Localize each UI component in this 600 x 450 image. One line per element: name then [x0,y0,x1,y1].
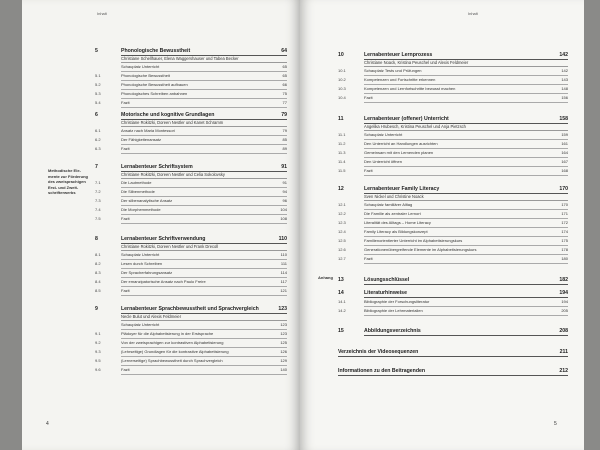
entry-number: 11.5 [338,167,346,173]
entry-number: 11.4 [338,159,346,165]
entry-number: 8.1 [95,252,101,258]
entry-number: 12.1 [338,202,346,208]
page-number: 5 [554,421,557,427]
chapter-title: Lernabenteuer Schriftverwendung [121,236,273,244]
chapter-number: 7 [95,164,98,170]
entry-page: 171 [554,210,568,219]
entry-number: 6.2 [95,137,101,143]
entry-title: Schauplatz Unterricht [121,251,273,260]
toc-entry [95,81,287,90]
entry-page: 96 [273,197,287,206]
toc-chapter [95,48,287,108]
entry-page: 172 [554,219,568,228]
chapter-page: 79 [273,112,287,120]
entry-title: Fazit [364,167,554,176]
entry-page: 110 [273,251,287,260]
toc-chapter [338,290,568,316]
chapter-number: 13 [338,277,344,283]
side-note: Anhang [318,275,333,280]
chapter-heading [338,186,568,194]
toc-entry [338,228,568,237]
entry-page: 117 [273,278,287,287]
toc-entry [338,76,568,85]
chapter-number: 14 [338,290,344,296]
chapter-authors: Christiane Rokitzki, Doreen Nestler und Celia Sokolovsky [121,172,287,179]
entry-page: 104 [273,206,287,215]
chapter-title: Lernabenteuer Lernprozess [364,52,554,60]
entry-title: Ansatz nach Maria Montessori [121,127,273,136]
toc-entry [338,210,568,219]
entry-number: 9.3 [95,349,101,355]
entry-number: 9.2 [95,340,101,346]
toc-entry [95,72,287,81]
entry-page: 140 [273,366,287,375]
chapter-page: 142 [554,52,568,60]
toc-entry [338,149,568,158]
chapter-heading [338,116,568,124]
chapter-authors: Christiane Schellhauer, Elena Waggershauser und Tabea Becker [121,56,287,63]
entry-page: 125 [273,339,287,348]
toc-entry [338,219,568,228]
entry-title: Der emanzipatorische Ansatz nach Paulo Freire [121,278,273,287]
entry-page: 148 [554,85,568,94]
entry-page: 143 [554,76,568,85]
entry-page: 175 [554,237,568,246]
entry-number: 12.7 [338,255,346,261]
chapter-heading [95,112,287,120]
chapter-title: Lernabenteuer Family Literacy [364,186,554,194]
entry-title: Fazit [364,94,554,103]
entry-number: 9.1 [95,331,101,337]
toc-entry [95,278,287,287]
entry-title: Phonologische Bewusstheit aufbauen [121,81,273,90]
entry-number: 5.1 [95,73,101,79]
entry-page: 159 [554,131,568,140]
entry-title: Der Fähigkeitenansatz [121,136,273,145]
entry-title: Fazit [121,145,273,154]
chapter-number: 10 [338,52,344,58]
chapter-heading [338,277,568,285]
entry-number: 5.3 [95,91,101,97]
toc-entry [338,140,568,149]
entry-page: 66 [273,81,287,90]
toc-entry [338,307,568,316]
chapter-authors: Necle Bulut und Alexis Feldmeier [121,314,287,321]
extra-title: Informationen zu den Beitragenden [338,368,554,376]
chapter-title: Lernabenteuer (offener) Unterricht [364,116,554,124]
chapter-authors: Christiane Noack, Kristina Peuschel und Alexis Feldmeier [364,60,568,67]
entry-number: 10.3 [338,86,346,92]
toc-extra [338,368,568,376]
toc-entry [95,197,287,206]
entry-title: Fazit [121,99,273,108]
entry-number [95,63,121,72]
toc-entry [95,215,287,224]
chapter-number: 12 [338,186,344,192]
chapter-page: 194 [554,290,568,298]
chapter-page: 170 [554,186,568,194]
entry-page: 114 [273,269,287,278]
entry-number: 11.1 [338,132,346,138]
extra-page: 211 [554,349,568,357]
entry-number: 8.5 [95,287,101,293]
entry-number: 5.4 [95,99,101,105]
entry-title: Phonologische Bewusstheit [121,72,273,81]
chapter-page: 182 [554,277,568,285]
toc-entry [95,145,287,154]
toc-entry [95,321,287,330]
entry-number: 12.2 [338,211,346,217]
chapter-heading [95,306,287,314]
entry-title: Familienorientierter Unterricht im Alphabetisierungskurs [364,237,554,246]
toc-chapter [95,306,287,375]
toc-entry [95,348,287,357]
side-note-line: Methodische Ele- [48,168,81,173]
toc-extra [338,349,568,357]
entry-title: (Lernerseitige) Sprachbewusstheit durch Sprachvergleich [121,357,273,366]
entry-title: Die Silbenmethode [121,188,273,197]
toc-entry [95,366,287,375]
chapter-title: Phonologische Bewusstheit [121,48,273,56]
chapter-number: 6 [95,112,98,118]
chapter-number: 15 [338,328,344,334]
entry-page: 142 [554,67,568,76]
chapter-heading [338,52,568,60]
entry-page: 65 [273,63,287,72]
chapter-page: 64 [273,48,287,56]
chapter-heading [338,328,568,336]
chapter-heading [95,236,287,244]
entry-title: Fazit [364,255,554,264]
extra-title: Verzeichnis der Videosequenzen [338,349,554,357]
toc-entry [338,94,568,103]
entry-page: 129 [273,357,287,366]
entry-page: 77 [273,99,287,108]
entry-title: Fazit [121,287,273,296]
toc-entry [95,206,287,215]
entry-number: 9.5 [95,357,101,363]
entry-page: 161 [554,140,568,149]
entry-title: Family Literacy als Bildungskonzept [364,228,554,237]
toc-entry [338,167,568,176]
entry-page: 194 [554,298,568,307]
side-note [48,168,96,196]
entry-title: Schauplatz familiärer Alltag [364,201,554,210]
toc-entry [338,298,568,307]
side-note-line: Erst- und Zweit- [48,184,79,190]
right-page [300,0,584,450]
toc-chapter [338,186,568,264]
toc-entry [338,131,568,140]
page-number: 4 [46,421,49,427]
extra-heading [338,368,568,376]
entry-title: Der Spracherfahrungsansatz [121,269,273,278]
chapter-page: 110 [273,236,287,244]
entry-number: 10.1 [338,68,346,74]
entry-number: 12.5 [338,237,346,243]
extra-heading [338,349,568,357]
toc-entry [95,339,287,348]
toc-entry [95,251,287,260]
chapter-title: Lernabenteuer Schriftsystem [121,164,273,172]
entry-title: Die Morphemmethode [121,206,273,215]
chapter-number: 9 [95,306,98,312]
entry-title: Bibliographie der Lehrmaterialien [364,307,554,316]
entry-title: Den Unterricht an Handlungen ausrichten [364,140,554,149]
toc-chapter [338,116,568,176]
chapter-authors: Angelika Hrubesch, Kristina Peuschel und Anja Pietzsch [364,124,568,131]
chapter-heading [95,164,287,172]
entry-page: 178 [554,246,568,255]
entry-title: Fazit [121,215,273,224]
toc-entry [95,136,287,145]
toc-entry [338,67,568,76]
entry-number: 7.5 [95,215,101,221]
running-head: Inhalt [97,11,107,16]
entry-page: 121 [273,287,287,296]
entry-number: 5.2 [95,82,101,88]
chapter-title: Abbildungsverzeichnis [364,328,554,336]
entry-number: 6.3 [95,146,101,152]
entry-number [95,321,121,330]
entry-page: 170 [554,201,568,210]
entry-title: Die Lautmethode [121,179,273,188]
entry-number: 7.1 [95,180,101,186]
entry-title: Der silbenanalytische Ansatz [121,197,273,206]
entry-page: 123 [273,330,287,339]
entry-title: (Lehrseitige) Grundlagen für die kontrastive Alphabetisierung [121,348,273,357]
chapter-heading [95,48,287,56]
toc-chapter [338,52,568,103]
entry-title: Schauplatz Unterricht [121,63,273,72]
entry-title: Phonologisches Schreiben anbahnen [121,90,273,99]
toc-entry [95,287,287,296]
entry-number: 11.2 [338,141,346,147]
entry-number: 7.4 [95,207,101,213]
chapter-page: 91 [273,164,287,172]
entry-page: 91 [273,179,287,188]
entry-number: 14.2 [338,308,346,314]
side-note-line: mente zur Förderung [48,173,89,179]
chapter-authors: Sven Nickel und Christine Noack [364,194,568,201]
entry-page: 180 [554,255,568,264]
toc-entry [95,99,287,108]
chapter-title: Literaturhinweise [364,290,554,298]
entry-page: 89 [273,145,287,154]
entry-page: 164 [554,149,568,158]
chapter-number: 8 [95,236,98,242]
running-head: Inhalt [468,11,478,16]
entry-page: 205 [554,307,568,316]
toc-entry [95,260,287,269]
entry-number: 10.4 [338,95,346,101]
entry-title: Die Familie als zentraler Lernort [364,210,554,219]
toc-chapter [95,164,287,224]
left-page [22,0,300,450]
entry-page: 123 [273,321,287,330]
chapter-title: Lösungsschlüssel [364,277,554,285]
entry-page: 168 [554,167,568,176]
toc-chapter [95,112,287,154]
entry-title: Lesen durch Schreiben [121,260,273,269]
entry-page: 126 [273,348,287,357]
entry-page: 156 [554,94,568,103]
side-note-line: schrifterwerbs [48,190,76,196]
toc-entry [95,357,287,366]
toc-entry [95,90,287,99]
toc-entry [338,255,568,264]
entry-title: Von der zweisprachigen zur kontrastiven Alphabetisierung [121,339,273,348]
entry-page: 79 [273,127,287,136]
side-note-line: des zweisprachigen [48,179,86,185]
entry-number: 8.4 [95,279,101,285]
chapter-number: 11 [338,116,344,122]
toc-entry [338,158,568,167]
chapter-page: 208 [554,328,568,336]
chapter-authors: Christiane Rokitzki, Doreen Nestler und Kanet Schramm [121,120,287,127]
toc-entry [338,85,568,94]
chapter-page: 123 [273,306,287,314]
entry-title: Den Unterricht öffnen [364,158,554,167]
toc-entry [338,201,568,210]
entry-number: 12.4 [338,229,346,235]
chapter-authors: Christiane Rokitzki, Doreen Nestler und Frank Drecoll [121,244,287,251]
toc-entry [338,237,568,246]
entry-number: 12.6 [338,246,346,252]
entry-page: 65 [273,72,287,81]
entry-page: 85 [273,136,287,145]
entry-title: Kompetenzen und Fortschritte erkennen [364,76,554,85]
chapter-number: 5 [95,48,98,54]
chapter-heading [338,290,568,298]
chapter-title: Motorische und kognitive Grundlagen [121,112,273,120]
entry-title: Schauplatz Unterricht [121,321,273,330]
entry-page: 167 [554,158,568,167]
entry-page: 75 [273,90,287,99]
toc-entry [95,330,287,339]
entry-title: Bibliographie der Forschungsliteratur [364,298,554,307]
entry-title: Fazit [121,366,273,375]
extra-page: 212 [554,368,568,376]
entry-title: Schauplatz Unterricht [364,131,554,140]
toc-entry [95,269,287,278]
entry-number: 10.2 [338,77,346,83]
entry-number: 8.2 [95,261,101,267]
entry-page: 111 [273,260,287,269]
entry-number: 7.3 [95,198,101,204]
entry-title: Plädoyer für die Alphabetisierung in der Erstsprache [121,330,273,339]
chapter-title: Lernabenteuer Sprachbewusstheit und Sprachvergleich [121,306,273,314]
chapter-page: 158 [554,116,568,124]
entry-title: Gemeinsam mit den Lernenden planen [364,149,554,158]
toc-entry [338,246,568,255]
entry-title: Generationenübergreifende Elemente im Alphabetisierungskurs [364,246,554,255]
entry-page: 108 [273,215,287,224]
toc-entry [95,63,287,72]
toc-chapter [338,328,568,336]
toc-entry [95,127,287,136]
toc-entry [95,179,287,188]
entry-title: Kompetenzen und Lernfortschritte bewusst machen [364,85,554,94]
toc-chapter [95,236,287,296]
entry-title: Schauplatz Tests und Prüfungen [364,67,554,76]
entry-number: 11.3 [338,150,346,156]
toc-entry [95,188,287,197]
entry-number: 8.3 [95,270,101,276]
entry-page: 94 [273,188,287,197]
entry-number: 6.1 [95,128,101,134]
entry-number: 14.1 [338,299,346,305]
entry-title: Literalität des Alltags – Home Literacy [364,219,554,228]
toc-chapter [338,277,568,285]
entry-number: 12.3 [338,220,346,226]
entry-number: 7.2 [95,189,101,195]
entry-page: 174 [554,228,568,237]
entry-number: 9.6 [95,366,101,372]
